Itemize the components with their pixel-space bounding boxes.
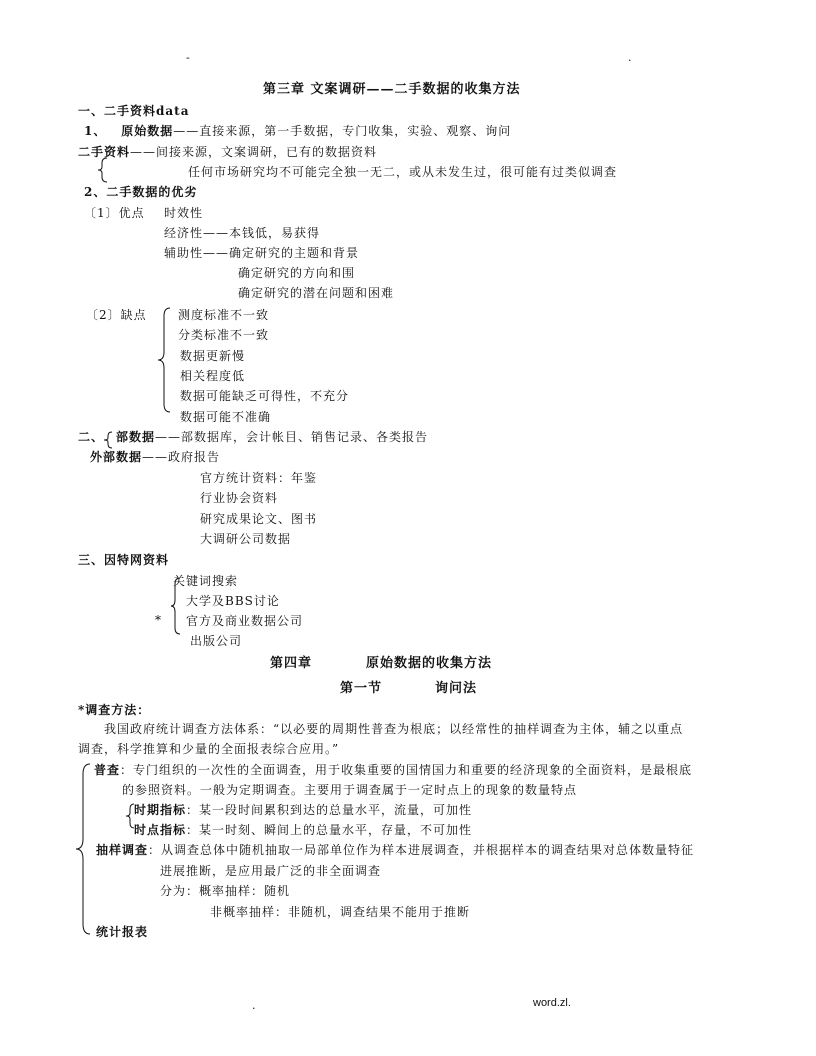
section1-heading: 一、二手资料data [78, 104, 190, 118]
census-term: 普查 [94, 763, 121, 777]
external-data-text: ——政府报告 [142, 450, 221, 464]
chapter4-title-number: 第四章 [270, 656, 313, 671]
internet-item: 大学及BBS讨论 [186, 594, 280, 608]
internal-data-line [116, 430, 428, 445]
census-text-line2: 的参照资料。一般为定期调查。主要用于调查属于一定时点上的现象的数量特点 [122, 783, 578, 797]
statistical-report-term: 统计报表 [96, 925, 149, 939]
period-indicator-text: ：某一段时间累积到达的总量水平，流量，可加性 [186, 803, 473, 817]
primary-data-number: 1、 [84, 124, 107, 138]
section2-heading: 2、二手数据的优劣 [84, 185, 198, 199]
primary-data-term: 原始数据 [121, 124, 174, 138]
primary-data-text: ——直接来源，第一手数据，专门收集，实验、观察、询问 [173, 124, 512, 138]
sample-survey-text-line1: ：从调查总体中随机抽取一局部单位作为样本进展调查，并根据样本的调查结果对总体数量特征 [148, 843, 695, 857]
primary-data-line [84, 124, 511, 139]
footer-text: word.zl. [533, 997, 571, 1009]
external-data-item: 研究成果论文、图书 [200, 512, 318, 526]
disadvantage-item: 数据可能不准确 [180, 410, 272, 424]
chapter3-title: 第三章 文案调研——二手数据的收集方法 [263, 82, 521, 97]
external-data-item: 大调研公司数据 [200, 532, 292, 546]
secondary-data-term: 二手资料 [78, 145, 131, 159]
period-indicator-term: 时期指标 [134, 803, 187, 817]
data-source-brace [104, 432, 114, 448]
internet-item: 关键词搜索 [173, 574, 239, 588]
internal-data-text: ——部数据库，会计帐目、销售记录、各类报告 [155, 430, 429, 444]
secondary-data-note: 任何市场研究均不可能完全独一无二，或从未发生过，很可能有过类似调查 [188, 165, 618, 179]
period-indicator-line [134, 803, 472, 818]
disadvantage-item: 相关程度低 [180, 369, 246, 383]
secondary-data-brace [98, 158, 110, 182]
advantage-subitem: 确定研究的方向和围 [238, 266, 356, 280]
disadvantage-item: 分类标准不一致 [178, 328, 270, 342]
survey-system-line2: 调查，科学推算和少量的全面报表综合应用。” [78, 742, 340, 756]
internal-data-term: 部数据 [116, 430, 156, 444]
secondary-data-text: ——间接来源，文案调研，已有的数据资料 [130, 145, 378, 159]
point-indicator-term: 时点指标 [134, 823, 187, 837]
external-data-item: 官方统计资料：年鉴 [200, 471, 318, 485]
disadvantage-item: 测度标准不一致 [178, 308, 270, 322]
section3-prefix: 二、 [78, 430, 105, 444]
advantage-item: 经济性——本钱低，易获得 [164, 226, 321, 240]
external-data-item: 行业协会资料 [200, 491, 279, 505]
advantage-item: 时效性 [164, 206, 204, 220]
sample-survey-line [96, 843, 694, 858]
internet-star: * [155, 613, 162, 627]
advantage-subitem: 确定研究的潜在问题和困难 [238, 286, 395, 300]
advantages-label: 〔1〕优点 [84, 206, 145, 220]
disadvantage-item: 数据可能缺乏可得性，不充分 [180, 389, 350, 403]
external-data-line [90, 450, 220, 465]
header-right-mark: . [628, 51, 633, 64]
header-left-mark: - [186, 51, 191, 64]
secondary-data-line [78, 145, 377, 160]
point-indicator-text: ：某一时刻、瞬间上的总量水平，存量，不可加性 [186, 823, 473, 837]
disadvantage-item: 数据更新慢 [180, 349, 246, 363]
disadvantages-label: 〔2〕缺点 [86, 308, 147, 322]
internet-item: 出版公司 [190, 634, 243, 648]
survey-methods-heading: *调查方法： [78, 703, 151, 717]
chapter4-title: 原始数据的收集方法 [366, 656, 493, 671]
internet-item: 官方及商业数据公司 [186, 614, 304, 628]
sample-split-line: 分为：概率抽样：随机 [160, 884, 291, 898]
section1-number: 第一节 [340, 681, 383, 696]
census-line [94, 763, 692, 778]
section1-title: 询问法 [435, 681, 478, 696]
footer-left-mark: . [252, 999, 257, 1012]
survey-types-brace [76, 764, 92, 934]
section4-heading: 三、因特网资料 [78, 553, 170, 567]
advantage-item: 辅助性——确定研究的主题和背景 [164, 246, 360, 260]
external-data-term: 外部数据 [90, 450, 143, 464]
census-text-line1: ：专门组织的一次性的全面调查，用于收集重要的国情国力和重要的经济现象的全面资料，是最根底 [120, 763, 693, 777]
sample-survey-text-line2: 进展推断，是应用最广泛的非全面调查 [160, 864, 382, 878]
disadvantages-brace [158, 308, 172, 412]
sample-survey-term: 抽样调查 [96, 843, 149, 857]
point-indicator-line [134, 823, 472, 838]
nonprobability-line: 非概率抽样：非随机，调查结果不能用于推断 [210, 905, 471, 919]
survey-system-line1: 我国政府统计调查方法体系：“以必要的周期性普查为根底；以经常性的抽样调查为主体，辅之以重点 [104, 722, 684, 736]
